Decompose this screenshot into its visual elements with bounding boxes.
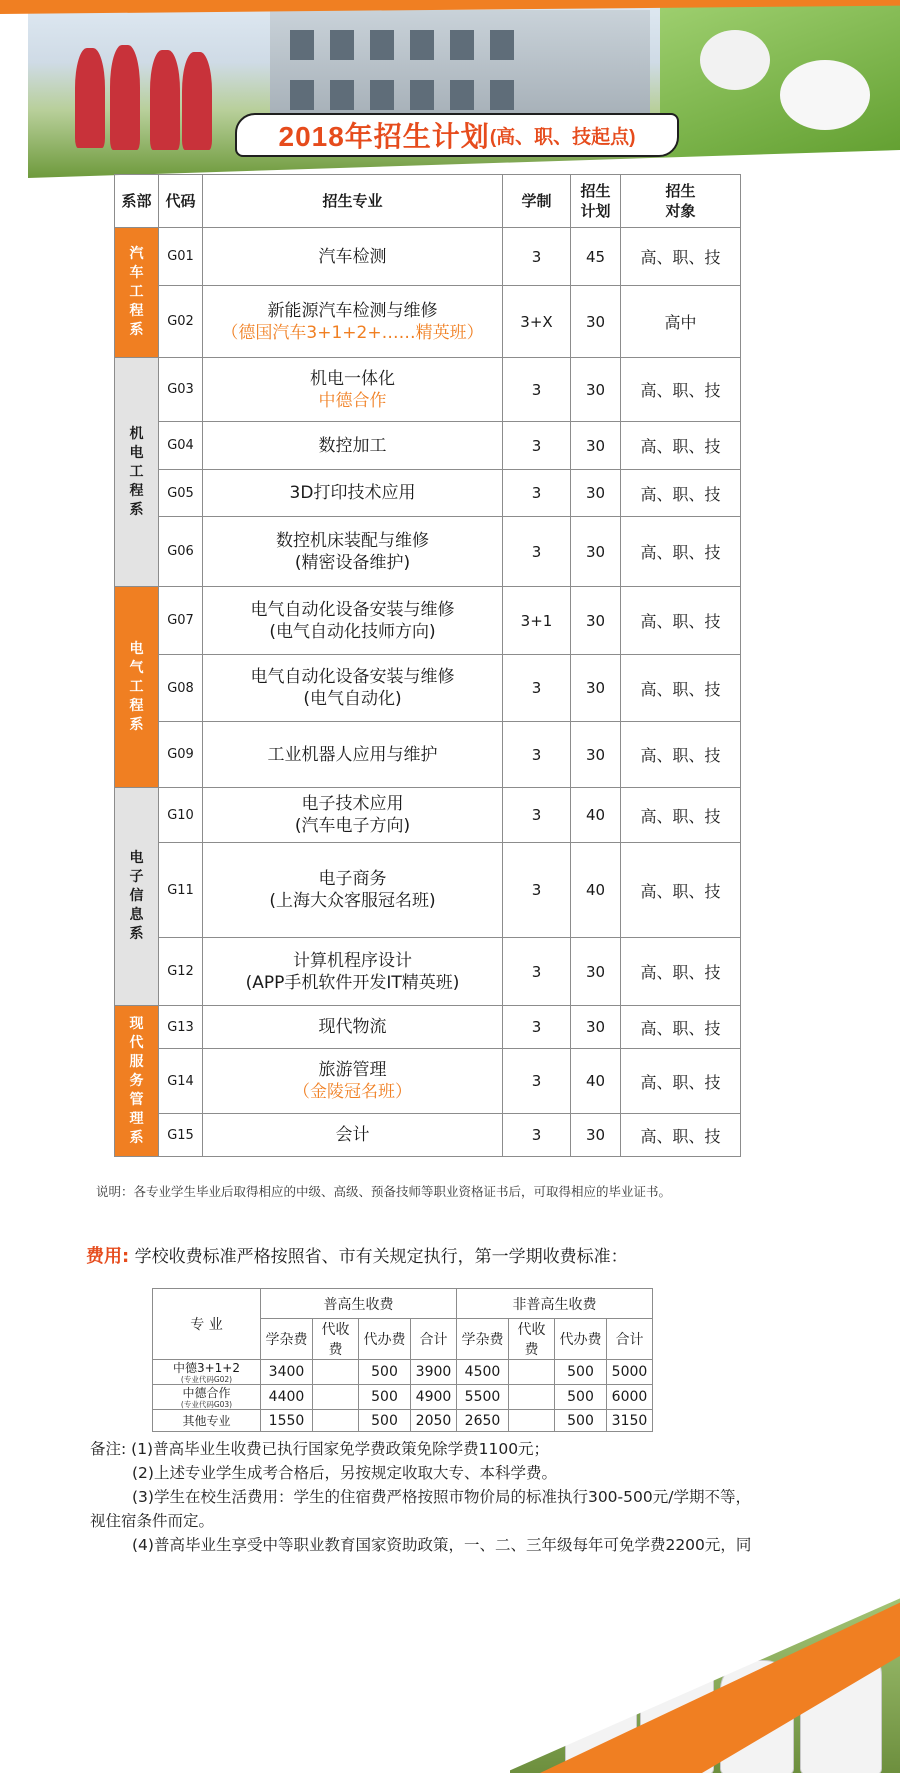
duration-cell: 3 (503, 517, 571, 587)
duration-cell: 3 (503, 938, 571, 1006)
fee-row (153, 1385, 653, 1410)
plan-cell: 40 (571, 843, 621, 938)
fee-cell (509, 1410, 555, 1432)
student-figure (75, 48, 105, 148)
dept-cell: 电子信息系 (115, 788, 159, 1006)
plan-cell: 30 (571, 587, 621, 655)
fee-cell (313, 1385, 359, 1410)
table-row (115, 358, 741, 422)
fee-cell: 2650 (457, 1410, 509, 1432)
target-cell: 高、职、技 (621, 470, 741, 517)
fee-cell: 3900 (411, 1360, 457, 1385)
major-cell: 机电一体化 中德合作 (203, 358, 503, 422)
major-cell: 旅游管理 （金陵冠名班） (203, 1049, 503, 1114)
code-cell: G07 (159, 587, 203, 655)
major-cell: 电气自动化设备安装与维修 (电气自动化) (203, 655, 503, 722)
remark-line: (2)上述专业学生成考合格后，另按规定收取大专、本科学费。 (132, 1464, 557, 1482)
table-row (115, 228, 741, 286)
table-row (115, 422, 741, 470)
fee-cell: 2050 (411, 1410, 457, 1432)
fee-group-non-gaokao: 非普高生收费 (457, 1289, 653, 1319)
fee-cell: 5000 (607, 1360, 653, 1385)
header-target: 招生对象 (621, 175, 741, 228)
explanation-note: 说明：各专业学生毕业后取得相应的中级、高级、预备技师等职业资格证书后，可取得相应的毕业证书。 (96, 1184, 672, 1199)
fee-heading (86, 1242, 628, 1268)
fee-subcol: 代办费 (555, 1319, 607, 1360)
duration-cell: 3+X (503, 286, 571, 358)
fee-cell: 5500 (457, 1385, 509, 1410)
header-code: 代码 (159, 175, 203, 228)
code-cell: G04 (159, 422, 203, 470)
duration-cell: 3+1 (503, 587, 571, 655)
major-cell: 电子技术应用 (汽车电子方向) (203, 788, 503, 843)
header-major: 招生专业 (203, 175, 503, 228)
fee-row (153, 1360, 653, 1385)
table-row (115, 655, 741, 722)
fee-cell (509, 1385, 555, 1410)
major-cell: 电气自动化设备安装与维修 (电气自动化技师方向) (203, 587, 503, 655)
plan-cell: 30 (571, 722, 621, 788)
code-cell: G12 (159, 938, 203, 1006)
plan-cell: 30 (571, 422, 621, 470)
code-cell: G15 (159, 1114, 203, 1157)
student-figure (182, 52, 212, 150)
fee-cell: 3150 (607, 1410, 653, 1432)
plan-cell: 45 (571, 228, 621, 286)
major-cell: 现代物流 (203, 1006, 503, 1049)
fee-header-row (153, 1289, 653, 1319)
remark-line: 视住宿条件而定。 (90, 1512, 215, 1530)
fee-row (153, 1410, 653, 1432)
major-cell: 会计 (203, 1114, 503, 1157)
plan-cell: 40 (571, 1049, 621, 1114)
target-cell: 高、职、技 (621, 1114, 741, 1157)
title-main: 2018年招生计划 (278, 121, 490, 152)
fee-col-major: 专 业 (153, 1289, 261, 1360)
major-cell: 新能源汽车检测与维修 （德国汽车3+1+2+……精英班） (203, 286, 503, 358)
fee-cell: 500 (555, 1410, 607, 1432)
remark-line: 备注: (1)普高毕业生收费已执行国家免学费政策免除学费1100元； (90, 1440, 550, 1458)
table-row (115, 470, 741, 517)
fee-cell: 3400 (261, 1360, 313, 1385)
fee-table (152, 1288, 653, 1432)
duration-cell: 3 (503, 722, 571, 788)
fee-cell: 4400 (261, 1385, 313, 1410)
header-banner (0, 0, 900, 178)
code-cell: G13 (159, 1006, 203, 1049)
fee-subcol: 合计 (607, 1319, 653, 1360)
fee-cell: 500 (555, 1385, 607, 1410)
fee-subcol: 代收费 (509, 1319, 555, 1360)
title-sub: (高、职、技起点) (489, 126, 636, 148)
fee-row-name: 中德合作 (专业代码G03) (153, 1385, 261, 1410)
table-row (115, 587, 741, 655)
target-cell: 高、职、技 (621, 1006, 741, 1049)
table-row (115, 286, 741, 358)
fee-subcol: 学杂费 (261, 1319, 313, 1360)
student-figure (110, 45, 140, 150)
duration-cell: 3 (503, 843, 571, 938)
fee-subcol: 合计 (411, 1319, 457, 1360)
code-cell: G01 (159, 228, 203, 286)
dept-cell: 现代服务管理系 (115, 1006, 159, 1157)
code-cell: G11 (159, 843, 203, 938)
table-row (115, 938, 741, 1006)
remark-line: (3)学生在校生活费用：学生的住宿费严格按照市物价局的标准执行300-500元/学期不等， (132, 1488, 751, 1506)
fee-group-gaokao: 普高生收费 (261, 1289, 457, 1319)
plan-cell: 30 (571, 655, 621, 722)
duration-cell: 3 (503, 1049, 571, 1114)
major-cell: 电子商务 (上海大众客服冠名班) (203, 843, 503, 938)
table-row (115, 843, 741, 938)
fee-intro: 学校收费标准严格按照省、市有关规定执行，第一学期收费标准： (134, 1247, 628, 1267)
duration-cell: 3 (503, 1114, 571, 1157)
fee-cell (313, 1410, 359, 1432)
major-cell: 数控加工 (203, 422, 503, 470)
fee-cell: 4900 (411, 1385, 457, 1410)
major-cell: 3D打印技术应用 (203, 470, 503, 517)
fee-cell: 500 (555, 1360, 607, 1385)
target-cell: 高、职、技 (621, 722, 741, 788)
target-cell: 高、职、技 (621, 517, 741, 587)
target-cell: 高中 (621, 286, 741, 358)
header-duration: 学制 (503, 175, 571, 228)
student-figure (780, 60, 870, 130)
code-cell: G08 (159, 655, 203, 722)
table-row (115, 788, 741, 843)
enrollment-table (114, 174, 741, 1157)
plan-cell: 30 (571, 938, 621, 1006)
target-cell: 高、职、技 (621, 228, 741, 286)
dept-cell: 机电工程系 (115, 358, 159, 587)
remark-line: (4)普高毕业生享受中等职业教育国家资助政策，一、二、三年级每年可免学费2200元，同 (132, 1536, 752, 1554)
table-header-row (115, 175, 741, 228)
student-figure (700, 30, 770, 90)
fee-cell: 1550 (261, 1410, 313, 1432)
code-cell: G09 (159, 722, 203, 788)
target-cell: 高、职、技 (621, 655, 741, 722)
target-cell: 高、职、技 (621, 938, 741, 1006)
target-cell: 高、职、技 (621, 422, 741, 470)
fee-row-name: 其他专业 (153, 1410, 261, 1432)
plan-cell: 30 (571, 517, 621, 587)
target-cell: 高、职、技 (621, 788, 741, 843)
major-cell: 计算机程序设计 (APP手机软件开发IT精英班) (203, 938, 503, 1006)
code-cell: G10 (159, 788, 203, 843)
table-row (115, 1049, 741, 1114)
fee-cell: 500 (359, 1360, 411, 1385)
table-row (115, 517, 741, 587)
plan-cell: 30 (571, 358, 621, 422)
major-cell: 汽车检测 (203, 228, 503, 286)
plan-cell: 30 (571, 286, 621, 358)
code-cell: G14 (159, 1049, 203, 1114)
fee-cell (313, 1360, 359, 1385)
duration-cell: 3 (503, 228, 571, 286)
target-cell: 高、职、技 (621, 1049, 741, 1114)
duration-cell: 3 (503, 1006, 571, 1049)
fee-cell (509, 1360, 555, 1385)
code-cell: G05 (159, 470, 203, 517)
plan-cell: 30 (571, 1006, 621, 1049)
code-cell: G03 (159, 358, 203, 422)
fee-subcol: 代收费 (313, 1319, 359, 1360)
table-row (115, 1114, 741, 1157)
plan-cell: 30 (571, 1114, 621, 1157)
table-row (115, 1006, 741, 1049)
target-cell: 高、职、技 (621, 587, 741, 655)
page-title (235, 113, 679, 157)
plan-cell: 40 (571, 788, 621, 843)
fee-cell: 6000 (607, 1385, 653, 1410)
fee-subcol: 代办费 (359, 1319, 411, 1360)
fee-cell: 500 (359, 1410, 411, 1432)
code-cell: G02 (159, 286, 203, 358)
duration-cell: 3 (503, 655, 571, 722)
target-cell: 高、职、技 (621, 843, 741, 938)
major-cell: 数控机床装配与维修 (精密设备维护) (203, 517, 503, 587)
fee-cell: 500 (359, 1385, 411, 1410)
code-cell: G06 (159, 517, 203, 587)
duration-cell: 3 (503, 422, 571, 470)
header-dept: 系部 (115, 175, 159, 228)
fee-label: 费用: (86, 1246, 130, 1267)
fee-subcol: 学杂费 (457, 1319, 509, 1360)
fee-cell: 4500 (457, 1360, 509, 1385)
dept-cell: 汽车工程系 (115, 228, 159, 358)
major-cell: 工业机器人应用与维护 (203, 722, 503, 788)
dept-cell: 电气工程系 (115, 587, 159, 788)
duration-cell: 3 (503, 470, 571, 517)
duration-cell: 3 (503, 358, 571, 422)
footer-photo (0, 1560, 900, 1773)
student-figure (150, 50, 180, 150)
fee-row-name: 中德3+1+2 (专业代码G02) (153, 1360, 261, 1385)
duration-cell: 3 (503, 788, 571, 843)
header-plan: 招生计划 (571, 175, 621, 228)
target-cell: 高、职、技 (621, 358, 741, 422)
table-row (115, 722, 741, 788)
plan-cell: 30 (571, 470, 621, 517)
